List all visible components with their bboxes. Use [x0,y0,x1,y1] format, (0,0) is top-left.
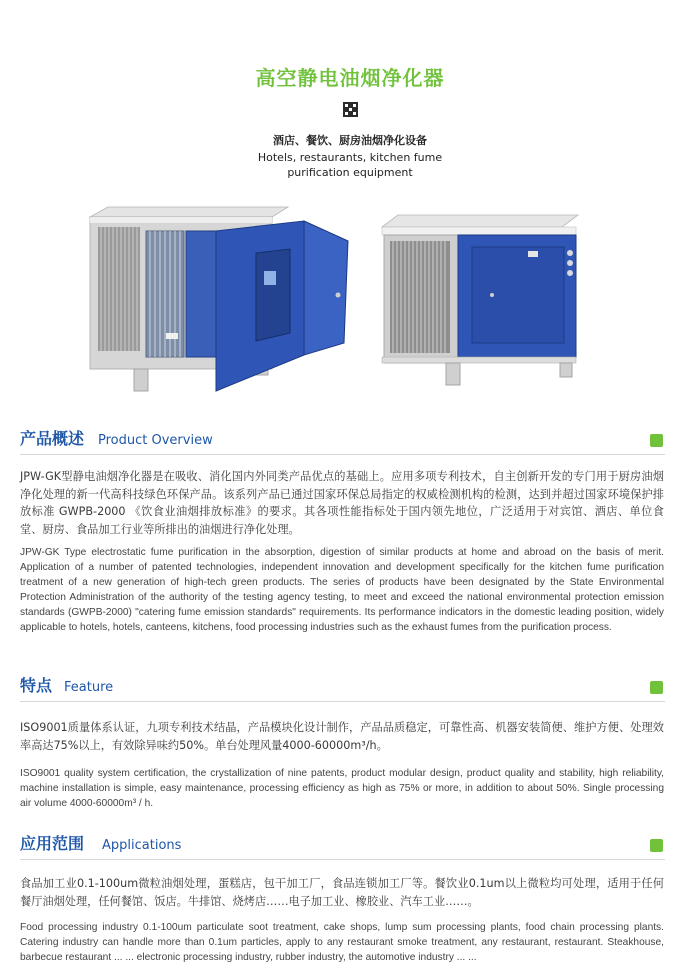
section-heading-feature [20,672,665,702]
feature-text-en: ISO9001 quality system certification, the crystallization of nine patents, product modular design, product quality and stability, high reliability, machine installation is simple, easy maintenance, processing efficiency as high as 75% or more, in addition to about 50%. Single processing air volume 4000-60000m³ / h. [20,768,664,809]
section-heading-overview [20,425,665,455]
subtitle-cn: 酒店、餐饮、厨房油烟净化设备 [273,134,427,147]
subtitle-en [0,150,700,180]
page-header [0,62,700,180]
overview-text-en: JPW-GK Type electrostatic fume purification in the absorption, digestion of similar products at home and abroad on the basis of merit. Application of a number of patented technologies, independent innovation and development specifically for the kitchen fume purification treatment of a new generation of high-tech green products. The series of products have been designated by the State Environmental Protection Administration of the authority of the testing agency testing, to meet and exceed the national environmental protection emission standards (GWPB-2000) "catering fume emission standards" requirements. Its performance indicators in the domestic leading position, widely applicable to hotels, hotels, canteens, kitchens, food processing industries such as the exhaust fumes from the purification process. [20,547,664,633]
product-image-closed-purifier [380,213,580,388]
product-image-open-purifier [88,205,350,395]
qr-mark-icon [343,102,358,117]
check-icon [650,681,663,694]
overview-text-cn: JPW-GK型静电油烟净化器是在吸收、消化国内外同类产品优点的基础上。应用多项专利技术，自主创新开发的专门用于厨房油烟净化处理的新一代高科技绿色环保产品。该系列产品已通过国家环保总局指定的权威检测机构的检测，达到并超过国家环境保护排放标准 GWPB-2000 《饮食业油烟排放标准》的要求。其各项性能指标处于国内领先地位，广泛适用于对宾馆、酒店、单位食堂、厨房、食品加工行业等所排出的油烟进行净化处理。 [20,470,664,536]
overview-heading-cn: 产品概述 [20,429,85,448]
subtitle-en-line1: Hotels, restaurants, kitchen fume [257,151,443,164]
applications-text-en: Food processing industry 0.1-100um particulate soot treatment, cake shops, lump sum processing plants, food chain processing plants. Catering industry can handle more than 0.1um particles, apply to any restaurant smoke treatment, any restaurant, restaurant. Steakhouse, barbecue restaurant ... ... electronic processing industry, rubber industry, the automotive industry ... ... [20,922,664,963]
subtitle-en-line2: purification equipment [287,166,413,179]
feature-heading-cn: 特点 [20,676,53,695]
section-heading-applications [20,830,665,860]
overview-heading-en: Product Overview [98,433,213,448]
applications-text-cn: 食品加工业0.1-100um微粒油烟处理，蛋糕店，包干加工厂，食品连锁加工厂等。餐饮业0.1um以上微粒均可处理，适用于任何餐厅油烟处理，任何餐馆、饭店。牛排馆、烧烤店……电子加工业、橡胶业、汽车工业……。 [20,877,664,908]
applications-heading-en: Applications [102,838,182,853]
feature-heading-en: Feature [64,680,114,695]
page-title: 高空静电油烟净化器 [255,66,445,90]
check-icon [650,839,663,852]
check-icon [650,434,663,447]
feature-text-cn: ISO9001质量体系认证，九项专利技术结晶，产品模块化设计制作，产品品质稳定，可靠性高、机器安装简便、维护方便、处理效率高达75%以上，有效除异味约50%。单台处理风量4000-60000m³/h。 [20,721,664,752]
applications-heading-cn: 应用范围 [20,834,85,853]
